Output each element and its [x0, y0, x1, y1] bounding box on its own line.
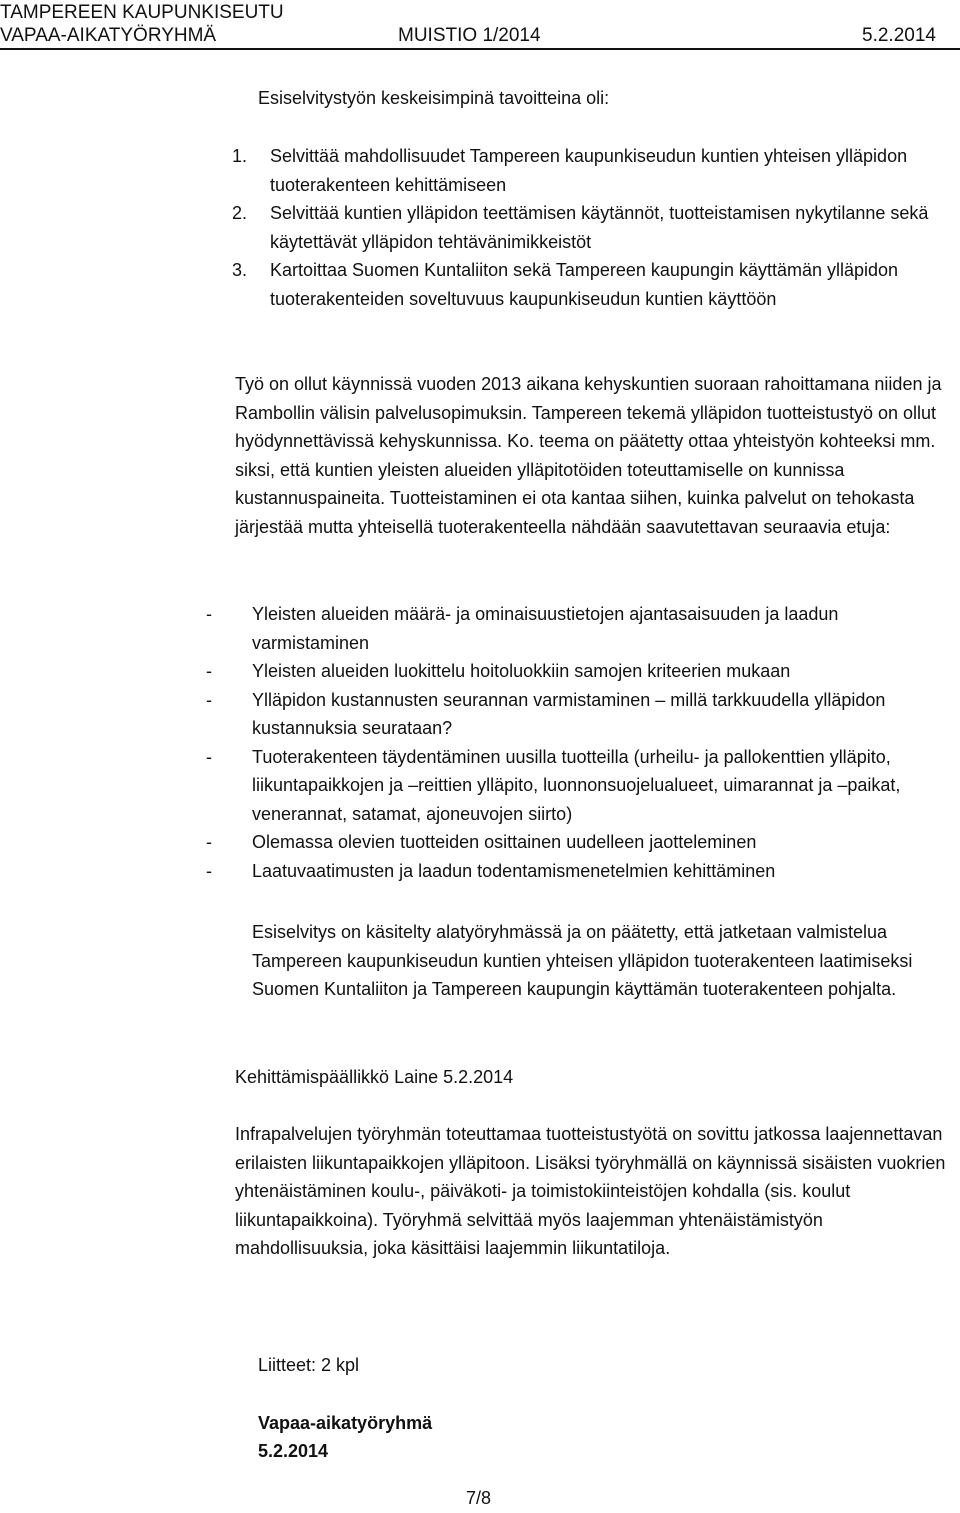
benefits-list — [202, 600, 960, 885]
paragraph-infra-services: Infrapalvelujen työryhmän toteuttamaa tuotteistustyötä on sovittu jatkossa laajennettavan erilaisten liikuntapaikkojen ylläpitoon. Lisäksi työryhmällä on käynnissä sisäisten vuokrien yhtenäistäminen koulu-, päiväkoti- ja toimistokiinteistöjen kohdalla (sis. koulut liikuntapaikkoina). Työryhmä selvittää myös laajemman yhtenäistämistyön mahdollisuuksia, joka käsittäisi laajemmin liikuntatiloja. — [235, 1124, 946, 1258]
header-organization: TAMPEREEN KAUPUNKISEUTU — [0, 2, 284, 23]
list-item-text: Selvittää kuntien ylläpidon teettämisen käytännöt, tuotteistamisen nykytilanne sekä käytettävät ylläpidon tehtävänimikkeistöt — [270, 203, 929, 252]
paragraph-project-status: Työ on ollut käynnissä vuoden 2013 aikana kehyskuntien suoraan rahoittamana niiden ja Rambollin välisin palvelusopimuksin. Tampereen tekemä ylläpidon tuotteistustyö on ollut hyödynnettävissä kehyskunnissa. Ko. teema on päätetty ottaa yhteistyön kohteeksi mm. siksi, että kuntien yleisten alueiden ylläpitotöiden toteuttamiselle on kunnissa kustannuspaineita. Tuotteistaminen ei ota kantaa siihen, kuinka palvelut on tehokasta järjestää mutta yhteisellä tuoterakenteella nähdään saavutettavan seuraavia etuja: — [235, 374, 942, 537]
list-item-text: Olemassa olevien tuotteiden osittainen uudelleen jaotteleminen — [252, 832, 757, 852]
intro-text: Esiselvitystyön keskeisimpinä tavoitteina oli: — [258, 88, 610, 108]
paragraph-decision: Esiselvitys on käsitelty alatyöryhmässä ja on päätetty, että jatketaan valmistelua Tampereen kaupunkiseudun kuntien yhteisen ylläpidon tuoterakenteen laatimiseksi Suomen Kuntaliiton ja Tampereen kaupungin käyttämän tuoterakenteen pohjalta. — [252, 922, 913, 999]
benefits-list-item — [202, 600, 960, 657]
benefits-list-item — [202, 686, 960, 743]
dash-marker: - — [206, 746, 212, 767]
benefits-list-item — [202, 857, 960, 886]
dash-marker: - — [206, 832, 212, 852]
header-group: VAPAA-AIKATYÖRYHMÄ — [0, 25, 217, 46]
dash-marker: - — [206, 661, 212, 681]
numbered-list-item — [232, 142, 954, 199]
page-header — [0, 0, 960, 50]
header-memo: MUISTIO 1/2014 — [398, 25, 541, 46]
dash-marker: - — [206, 860, 212, 881]
list-item-text: Yleisten alueiden määrä- ja ominaisuustietojen ajantasaisuuden ja laadun varmistaminen — [252, 604, 839, 653]
numbered-list — [232, 142, 954, 313]
dash-marker: - — [206, 604, 212, 624]
list-number: 2. — [232, 203, 248, 223]
list-number: 3. — [232, 260, 248, 280]
list-item-text: Selvittää mahdollisuudet Tampereen kaupunkiseudun kuntien yhteisen ylläpidon tuoterakenteen kehittämiseen — [270, 146, 908, 195]
list-item-text: Tuoterakenteen täydentäminen uusilla tuotteilla (urheilu- ja pallokenttien ylläpito, liikuntapaikkojen ja –reittien ylläpito, luonnonsuojelualueet, uimarannat ja –paikat, venerannat, satamat, ajoneuvojen siirto) — [252, 746, 901, 824]
signature-date: 5.2.2014 — [258, 1441, 329, 1461]
header-divider — [0, 48, 960, 50]
attachments-note: Liitteet: 2 kpl — [258, 1355, 360, 1375]
list-item-text: Kartoittaa Suomen Kuntaliiton sekä Tampereen kaupungin käyttämän ylläpidon tuoterakenteiden soveltuvuus kaupunkiseudun kuntien käyttöön — [270, 260, 899, 309]
signer-line: Kehittämispäällikkö Laine 5.2.2014 — [235, 1067, 514, 1087]
page-number: 7/8 — [466, 1488, 492, 1508]
list-item-text: Laatuvaatimusten ja laadun todentamismenetelmien kehittäminen — [252, 860, 776, 881]
list-item-text: Yleisten alueiden luokittelu hoitoluokkiin samojen kriteerien mukaan — [252, 661, 791, 681]
numbered-list-item — [232, 256, 954, 313]
header-row — [0, 25, 960, 47]
dash-marker: - — [206, 689, 212, 710]
benefits-list-item — [202, 743, 960, 829]
list-number: 1. — [232, 146, 248, 166]
list-item-text: Ylläpidon kustannusten seurannan varmistaminen – millä tarkkuudella ylläpidon kustannuksia seurataan? — [252, 689, 886, 738]
benefits-list-item — [202, 828, 960, 857]
numbered-list-item — [232, 199, 954, 256]
header-date: 5.2.2014 — [862, 25, 936, 46]
benefits-list-item — [202, 657, 960, 686]
signature-group: Vapaa-aikatyöryhmä — [258, 1413, 433, 1433]
